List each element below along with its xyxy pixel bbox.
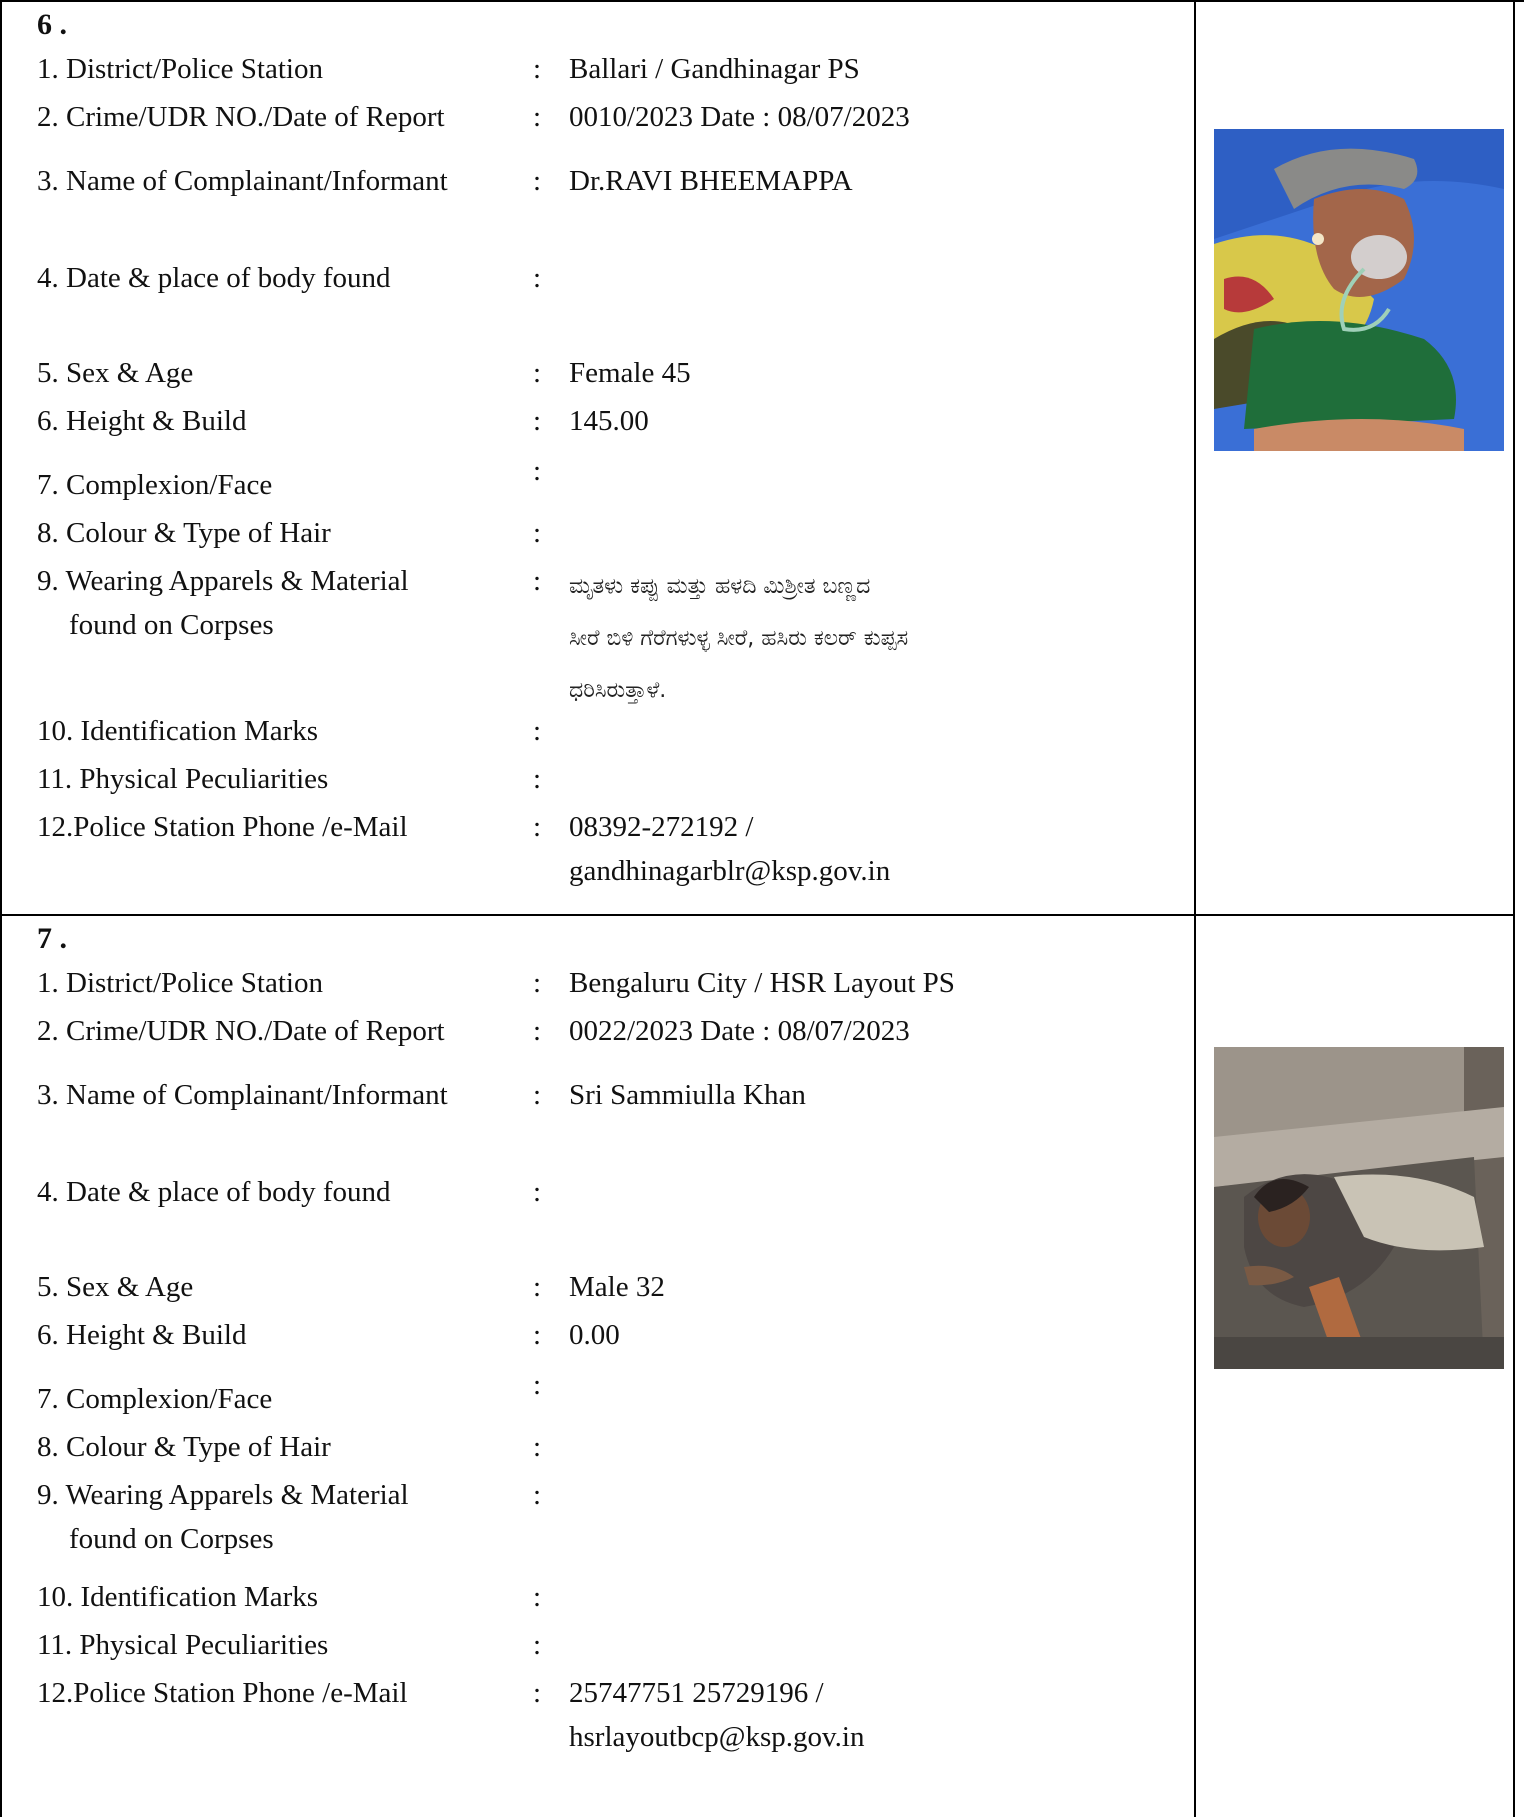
field-value: ಮೃತಳು ಕಪ್ಪು ಮತ್ತು ಹಳದಿ ಮಿಶ್ರೀತ ಬಣ್ಣದ (569, 574, 871, 599)
field-value: Dr.RAVI BHEEMAPPA (569, 165, 853, 197)
field-value: 08392-272192 / (569, 811, 754, 843)
field-label: 1. District/Police Station (37, 967, 323, 999)
field-colon: : (533, 763, 542, 795)
table-border-right (1513, 0, 1515, 1817)
body-photo (1214, 129, 1504, 451)
field-label: 4. Date & place of body found (37, 262, 391, 294)
field-colon: : (533, 405, 542, 437)
field-value: Sri Sammiulla Khan (569, 1079, 806, 1111)
field-colon: : (533, 1369, 542, 1401)
record-number: 6 . (37, 8, 67, 41)
field-colon: : (533, 1629, 542, 1661)
field-colon: : (533, 1581, 542, 1613)
field-label: 2. Crime/UDR NO./Date of Report (37, 101, 445, 133)
field-label: 5. Sex & Age (37, 1271, 194, 1303)
field-colon: : (533, 715, 542, 747)
field-value: 145.00 (569, 405, 649, 437)
field-colon: : (533, 101, 542, 133)
field-colon: : (533, 1479, 542, 1511)
table-border-left (0, 0, 2, 1817)
body-photo-image (1214, 129, 1504, 451)
field-label: 11. Physical Peculiarities (37, 763, 329, 795)
field-value: Ballari / Gandhinagar PS (569, 53, 860, 85)
field-colon: : (533, 967, 542, 999)
field-label: 9. Wearing Apparels & Material (37, 565, 409, 597)
field-label: 5. Sex & Age (37, 357, 194, 389)
field-colon: : (533, 53, 542, 85)
field-label: 10. Identification Marks (37, 1581, 319, 1613)
field-colon: : (533, 565, 542, 597)
field-label: 4. Date & place of body found (37, 1176, 391, 1208)
field-colon: : (533, 455, 542, 487)
field-label: 6. Height & Build (37, 1319, 247, 1351)
field-label: 11. Physical Peculiarities (37, 1629, 329, 1661)
field-label: 3. Name of Complainant/Informant (37, 165, 448, 197)
body-photo-image (1214, 1047, 1504, 1369)
record-divider (0, 914, 1515, 916)
field-colon: : (533, 262, 542, 294)
field-value: 0022/2023 Date : 08/07/2023 (569, 1015, 910, 1047)
field-colon: : (533, 1079, 542, 1111)
field-label: 8. Colour & Type of Hair (37, 517, 331, 549)
field-label: 7. Complexion/Face (37, 469, 273, 501)
field-colon: : (533, 811, 542, 843)
field-colon: : (533, 1271, 542, 1303)
field-label: 2. Crime/UDR NO./Date of Report (37, 1015, 445, 1047)
record-number: 7 . (37, 922, 67, 955)
field-label: 10. Identification Marks (37, 715, 319, 747)
field-label: 1. District/Police Station (37, 53, 323, 85)
field-colon: : (533, 1431, 542, 1463)
body-photo (1214, 1047, 1504, 1369)
field-value: Bengaluru City / HSR Layout PS (569, 967, 955, 999)
email-value: hsrlayoutbcp@ksp.gov.in (569, 1721, 865, 1753)
field-colon: : (533, 1176, 542, 1208)
field-value: 0.00 (569, 1319, 620, 1351)
field-colon: : (533, 1677, 542, 1709)
field-colon: : (533, 357, 542, 389)
field-colon: : (533, 517, 542, 549)
field-label-cont: found on Corpses (69, 1523, 274, 1555)
field-colon: : (533, 1015, 542, 1047)
field-value-cont: ಧರಿಸಿರುತ್ತಾಳೆ. (569, 678, 667, 703)
field-value: 0010/2023 Date : 08/07/2023 (569, 101, 910, 133)
table-border-top (0, 0, 1524, 2)
field-label: 3. Name of Complainant/Informant (37, 1079, 448, 1111)
email-value: gandhinagarblr@ksp.gov.in (569, 855, 891, 887)
field-label: 6. Height & Build (37, 405, 247, 437)
field-colon: : (533, 1319, 542, 1351)
field-value: Male 32 (569, 1271, 665, 1303)
field-value: 25747751 25729196 / (569, 1677, 824, 1709)
field-label-cont: found on Corpses (69, 609, 274, 641)
field-label: 12.Police Station Phone /e-Mail (37, 811, 408, 843)
field-value: Female 45 (569, 357, 691, 389)
field-label: 7. Complexion/Face (37, 1383, 273, 1415)
field-colon: : (533, 165, 542, 197)
table-column-divider (1194, 0, 1196, 1817)
field-label: 8. Colour & Type of Hair (37, 1431, 331, 1463)
field-label: 9. Wearing Apparels & Material (37, 1479, 409, 1511)
field-value-cont: ಸೀರೆ ಬಿಳಿ ಗೆರೆಗಳುಳ್ಳ ಸೀರೆ, ಹಸಿರು ಕಲರ್ ಕುಪ್ಪಸ (569, 626, 909, 651)
field-label: 12.Police Station Phone /e-Mail (37, 1677, 408, 1709)
